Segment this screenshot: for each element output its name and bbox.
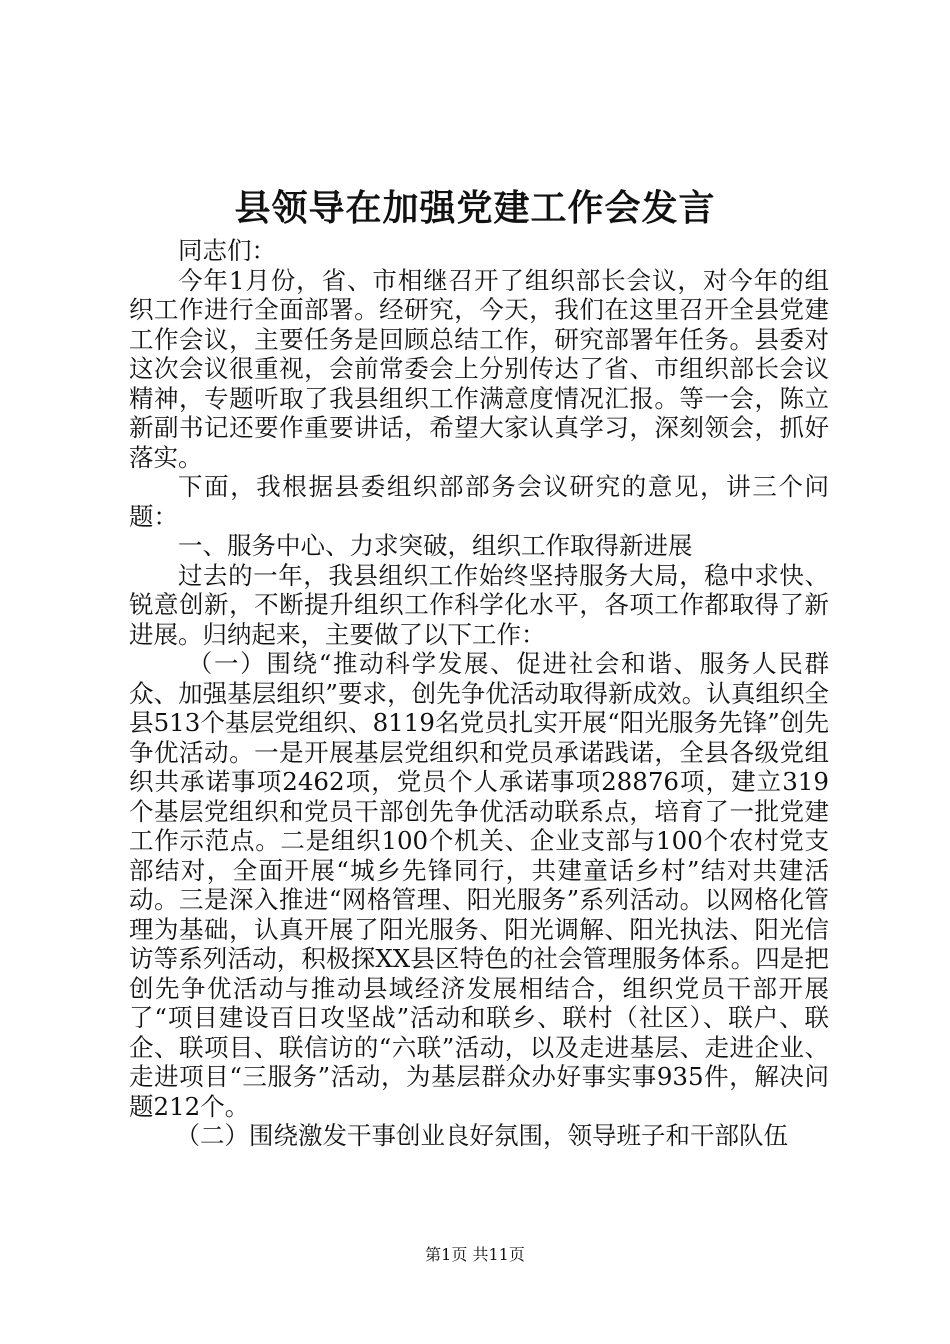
intro-paragraph: 今年1月份，省、市相继召开了组织部长会议，对今年的组织工作进行全面部署。经研究，今天，我们在这里召开全县党建工作会议，主要任务是回顾总结工作，研究部署年任务。县委对这次会议很重视，会前常委会上分别传达了省、市组织部长会议精神，专题听取了我县组织工作满意度情况汇报。等一会，陈立新副书记还要作重要讲话，希望大家认真学习，深刻领会，抓好落实。 [129,265,829,472]
salutation-paragraph: 同志们： [178,236,276,265]
document-title: 县领导在加强党建工作会发言 [234,187,716,229]
document-body [129,236,829,1151]
page-number: 第1页 [425,1245,468,1264]
subsection-paragraph-1: （一）围绕“推动科学发展、促进社会和谐、服务人民群众、加强基层组织”要求，创先争优活动取得新成效。认真组织全县513个基层党组织、8119名党员扎实开展“阳光服务先锋”创先争优活动。一是开展基层党组织和党员承诺践诺，全县各级党组织共承诺事项2462项，党员个人承诺事项28876项，建立319个基层党组织和党员干部创先争优活动联系点，培育了一批党建工作示范点。二是组织100个机关、企业支部与100个农村党支部结对，全面开展“城乡先锋同行，共建童话乡村”结对共建活动。三是深入推进“网格管理、阳光服务”系列活动。以网格化管理为基础，认真开展了阳光服务、阳光调解、阳光执法、阳光信访等系列活动，积极探XX县区特色的社会管理服务体系。四是把创先争优活动与推动县域经济发展相结合，组织党员干部开展了“项目建设百日攻坚战”活动和联乡、联村（社区）、联户、联企、联项目、联信访的“六联”活动，以及走进基层、走进企业、走进项目“三服务”活动，为基层群众办好事实事935件，解决问题212个。 [129,649,829,1121]
summary-paragraph: 过去的一年，我县组织工作始终坚持服务大局，稳中求快、锐意创新，不断提升组织工作科学化水平，各项工作都取得了新进展。归纳起来，主要做了以下工作： [129,560,829,649]
subsection-paragraph-2: （二）围绕激发干事创业良好氛围，领导班子和干部队伍 [175,1121,789,1150]
page-footer [0,1244,950,1266]
outline-paragraph: 下面，我根据县委组织部部务会议研究的意见，讲三个问题： [129,472,829,531]
section-heading-1: 一、服务中心、力求突破，组织工作取得新进展 [178,531,693,560]
page-total: 共11页 [472,1245,525,1264]
